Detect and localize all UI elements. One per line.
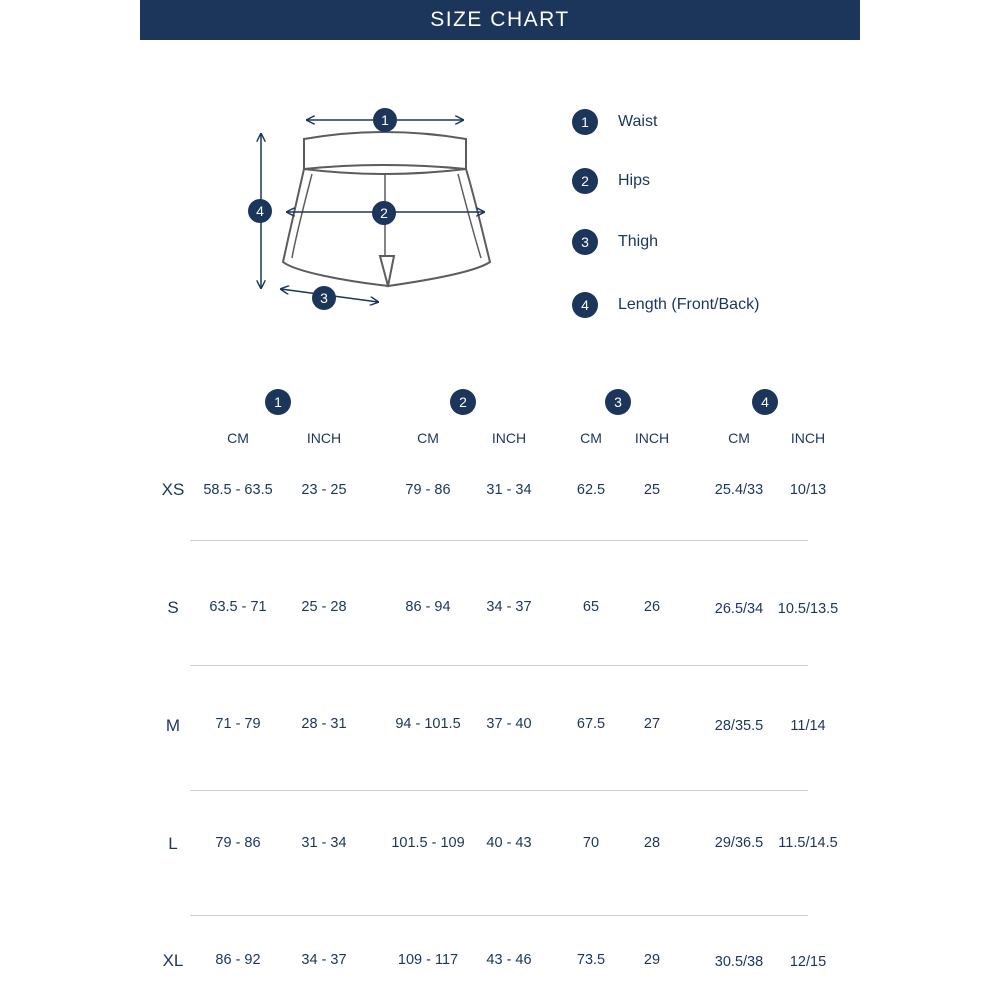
table-cell: 11/14: [790, 718, 826, 734]
svg-text:4: 4: [256, 203, 264, 219]
table-cell: 101.5 - 109: [391, 835, 465, 851]
table-cell: 28/35.5: [714, 718, 764, 734]
column-badge-2: 2: [450, 389, 476, 415]
legend-label: Length (Front/Back): [618, 296, 760, 313]
shorts-diagram: [240, 100, 500, 315]
table-cell: 79 - 86: [405, 482, 451, 498]
table-cell: 70: [582, 835, 600, 851]
table-cell: 10/13: [789, 482, 827, 498]
unit-header: INCH: [790, 430, 826, 446]
legend-label: Hips: [618, 172, 651, 189]
size-chart-header: [140, 0, 860, 40]
unit-header: CM: [728, 430, 750, 446]
row-divider: [190, 540, 808, 541]
column-badge-1: 1: [265, 389, 291, 415]
table-cell: 30.5/38: [714, 954, 764, 970]
legend-badge: 3: [572, 229, 598, 255]
table-cell: 43 - 46: [486, 952, 532, 968]
legend-item-thigh: [572, 229, 658, 255]
table-cell: 67.5: [576, 716, 606, 732]
legend-label: Waist: [618, 113, 658, 130]
table-cell: 71 - 79: [215, 716, 261, 732]
legend-item-length: [572, 292, 759, 318]
legend-badge: 1: [572, 109, 598, 135]
legend-item-waist: [572, 109, 657, 135]
table-cell: 25 - 28: [301, 599, 347, 615]
column-badge-3: 3: [605, 389, 631, 415]
unit-header: CM: [580, 430, 602, 446]
table-cell: 23 - 25: [301, 482, 347, 498]
table-cell: 29: [643, 952, 661, 968]
shorts-body: [283, 169, 490, 286]
unit-header: CM: [417, 430, 439, 446]
table-cell: 37 - 40: [486, 716, 532, 732]
table-cell: 62.5: [576, 482, 606, 498]
table-cell: 73.5: [576, 952, 606, 968]
table-cell: 34 - 37: [486, 599, 532, 615]
svg-text:2: 2: [380, 205, 388, 221]
legend-badge: 2: [572, 168, 598, 194]
marker-3: [312, 286, 336, 310]
table-cell: 109 - 117: [397, 952, 459, 968]
table-cell: 79 - 86: [215, 835, 261, 851]
table-cell: 29/36.5: [714, 835, 764, 851]
table-cell: 58.5 - 63.5: [203, 482, 273, 498]
size-label-l: L: [168, 834, 178, 853]
table-cell: 26.5/34: [714, 601, 764, 617]
unit-header: CM: [227, 430, 249, 446]
table-cell: 86 - 94: [405, 599, 451, 615]
table-cell: 28: [643, 835, 661, 851]
row-divider: [190, 665, 808, 666]
table-cell: 10.5/13.5: [777, 601, 839, 617]
table-cell: 12/15: [789, 954, 827, 970]
legend-label: Thigh: [618, 233, 659, 250]
unit-header: INCH: [491, 430, 527, 446]
table-cell: 31 - 34: [301, 835, 347, 851]
table-cell: 86 - 92: [215, 952, 261, 968]
table-cell: 94 - 101.5: [395, 716, 461, 732]
marker-2: [372, 201, 396, 225]
table-cell: 28 - 31: [301, 716, 347, 732]
shorts-waistband: [304, 132, 466, 169]
table-cell: 63.5 - 71: [209, 599, 267, 615]
table-cell: 25: [643, 482, 661, 498]
table-cell: 34 - 37: [301, 952, 347, 968]
column-badge-4: 4: [752, 389, 778, 415]
marker-4: [248, 199, 272, 223]
unit-header: INCH: [306, 430, 342, 446]
svg-text:1: 1: [381, 112, 389, 128]
table-cell: 26: [643, 599, 661, 615]
table-cell: 25.4/33: [714, 482, 764, 498]
unit-header: INCH: [634, 430, 670, 446]
legend-item-hips: [572, 168, 650, 194]
size-label-m: M: [165, 716, 181, 735]
table-cell: 31 - 34: [486, 482, 532, 498]
table-cell: 65: [582, 599, 600, 615]
marker-1: [373, 108, 397, 132]
size-label-xl: XL: [162, 951, 184, 970]
legend-badge: 4: [572, 292, 598, 318]
page-title: SIZE CHART: [430, 8, 570, 31]
table-cell: 27: [643, 716, 661, 732]
size-label-s: S: [167, 598, 179, 617]
row-divider: [190, 915, 808, 916]
table-cell: 11.5/14.5: [778, 835, 838, 851]
size-label-xs: XS: [161, 480, 185, 499]
svg-text:3: 3: [320, 290, 328, 306]
row-divider: [190, 790, 808, 791]
table-cell: 40 - 43: [486, 835, 532, 851]
